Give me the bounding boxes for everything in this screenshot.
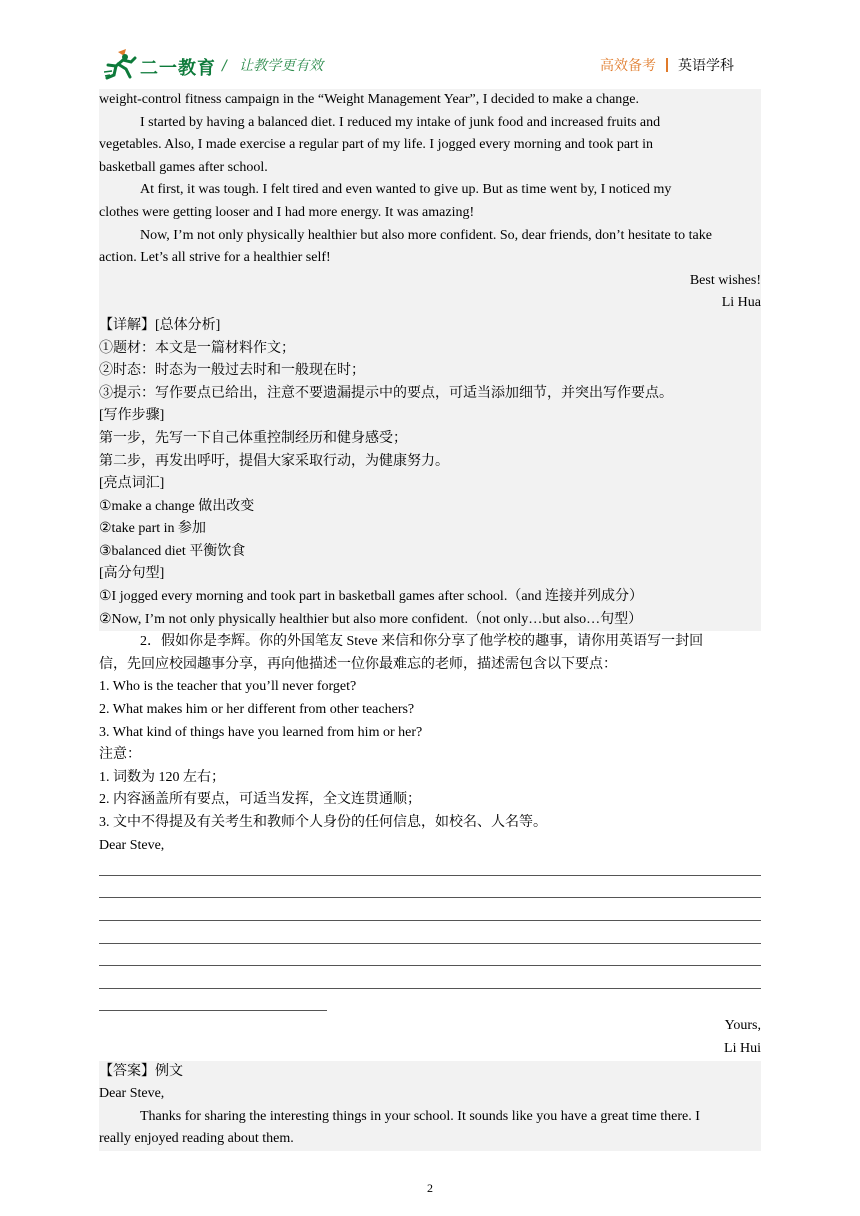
- essay1-para3-line1: At first, it was tough. I felt tired and even wanted to give up. But as time went by, I noticed my: [140, 182, 672, 198]
- answer-salutation: Dear Steve,: [99, 1086, 165, 1102]
- runner-icon: [104, 48, 140, 80]
- essay1-block: [99, 89, 761, 315]
- essay1-para2-line2: vegetables. Also, I made exercise a regular part of my life. I jogged every morning and took part in: [99, 137, 653, 153]
- question2-intro-line2: 信，先回应校园趣事分享，再向他描述一位你最难忘的老师，描述需包含以下要点：: [99, 656, 617, 672]
- exam-label: 高效备考: [600, 58, 656, 74]
- blank-line: [99, 948, 761, 971]
- sentence2: ②Now, I’m not only physically healthier but also more confident.（not only…but also…句型）: [99, 611, 643, 627]
- question2-block: [99, 631, 761, 1060]
- page-number: 2: [427, 1181, 433, 1195]
- blank-line: [99, 880, 761, 903]
- analysis-block: [99, 315, 761, 631]
- essay1-closing: Best wishes!: [689, 272, 761, 288]
- question2-point3: 3. What kind of things have you learned from him or her?: [99, 724, 423, 740]
- question2-point1: 1. Who is the teacher that you’ll never forget?: [99, 679, 357, 695]
- slogan: [222, 55, 323, 75]
- step1: 第一步，先写一下自己体重控制经历和健身感受；: [99, 430, 407, 446]
- step2: 第二步，再发出呼吁，提倡大家采取行动，为健康努力。: [99, 453, 449, 469]
- essay1-signature: Li Hua: [721, 295, 761, 311]
- note1: 1. 词数为 120 左右；: [99, 769, 225, 785]
- brand-logo: [104, 48, 214, 82]
- blank-line: [99, 902, 761, 925]
- subject-label: 英语学科: [678, 58, 734, 74]
- header-labels: [600, 55, 734, 75]
- blank-line: [99, 970, 761, 993]
- vocab1: ①make a change 做出改变: [99, 498, 255, 514]
- sentence-heading: [高分句型]: [99, 566, 165, 582]
- page-header: [0, 0, 860, 90]
- essay1-para2-line1: I started by having a balanced diet. I reduced my intake of junk food and increased fruits and: [140, 114, 661, 130]
- analysis-item3: ③提示：写作要点已给出，注意不要遗漏提示中的要点，可适当添加细节，并突出写作要点。: [99, 385, 673, 401]
- question2-closing: Yours,: [724, 1018, 761, 1034]
- answer-para1-line2: really enjoyed reading about them.: [99, 1131, 294, 1147]
- answer-heading: 【答案】例文: [99, 1063, 183, 1079]
- note2: 2. 内容涵盖所有要点，可适当发挥，全文连贯通顺；: [99, 792, 421, 808]
- analysis-item2: ②时态：时态为一般过去时和一般现在时；: [99, 363, 365, 379]
- note3: 3. 文中不得提及有关考生和教师个人身份的任何信息，如校名、人名等。: [99, 815, 547, 830]
- note-heading: 注意：: [99, 747, 141, 763]
- question2-salutation: Dear Steve,: [99, 837, 165, 853]
- steps-heading: [写作步骤]: [99, 408, 165, 424]
- blank-line: [99, 857, 761, 880]
- answer-para1-line1: Thanks for sharing the interesting things in your school. It sounds like you have a great time there. I: [140, 1108, 700, 1124]
- essay1-para4-line2: action. Let’s all strive for a healthier self!: [99, 250, 331, 266]
- essay1-para4-line1: Now, I’m not only physically healthier but also more confident. So, dear friends, don’t hesitate to take: [140, 227, 712, 243]
- answer-block: [99, 1061, 761, 1151]
- vocab2: ②take part in 参加: [99, 521, 207, 537]
- document-body: [99, 89, 761, 1151]
- analysis-item1: ①题材：本文是一篇材料作文；: [99, 340, 295, 356]
- analysis-heading: 【详解】[总体分析]: [99, 317, 221, 333]
- blank-line: [99, 993, 761, 1016]
- sentence1: ①I jogged every morning and took part in basketball games after school.（and 连接并列成分）: [99, 589, 644, 605]
- header-divider: [666, 58, 668, 72]
- essay1-line0: weight-control fitness campaign in the “Weight Management Year”, I decided to make a change.: [99, 92, 640, 107]
- essay1-para3-line2: clothes were getting looser and I had more energy. It was amazing!: [99, 204, 475, 220]
- vocab-heading: [亮点词汇]: [99, 476, 165, 492]
- question2-point2: 2. What makes him or her different from other teachers?: [99, 702, 415, 718]
- essay1-para2-line3: basketball games after school.: [99, 159, 268, 175]
- slogan-separator: /: [222, 58, 227, 74]
- question2-signature: Li Hui: [724, 1040, 761, 1056]
- answer-blank-lines: [99, 857, 761, 1015]
- vocab3: ③balanced diet 平衡饮食: [99, 543, 246, 559]
- slogan-text: 让教学更有效: [239, 58, 324, 74]
- blank-line: [99, 925, 761, 948]
- question2-intro-line1: 2．假如你是李辉。你的外国笔友 Steve 来信和你分享了他学校的趣事，请你用英语写一封回: [140, 634, 704, 650]
- logo-text: 二一教育: [140, 58, 216, 79]
